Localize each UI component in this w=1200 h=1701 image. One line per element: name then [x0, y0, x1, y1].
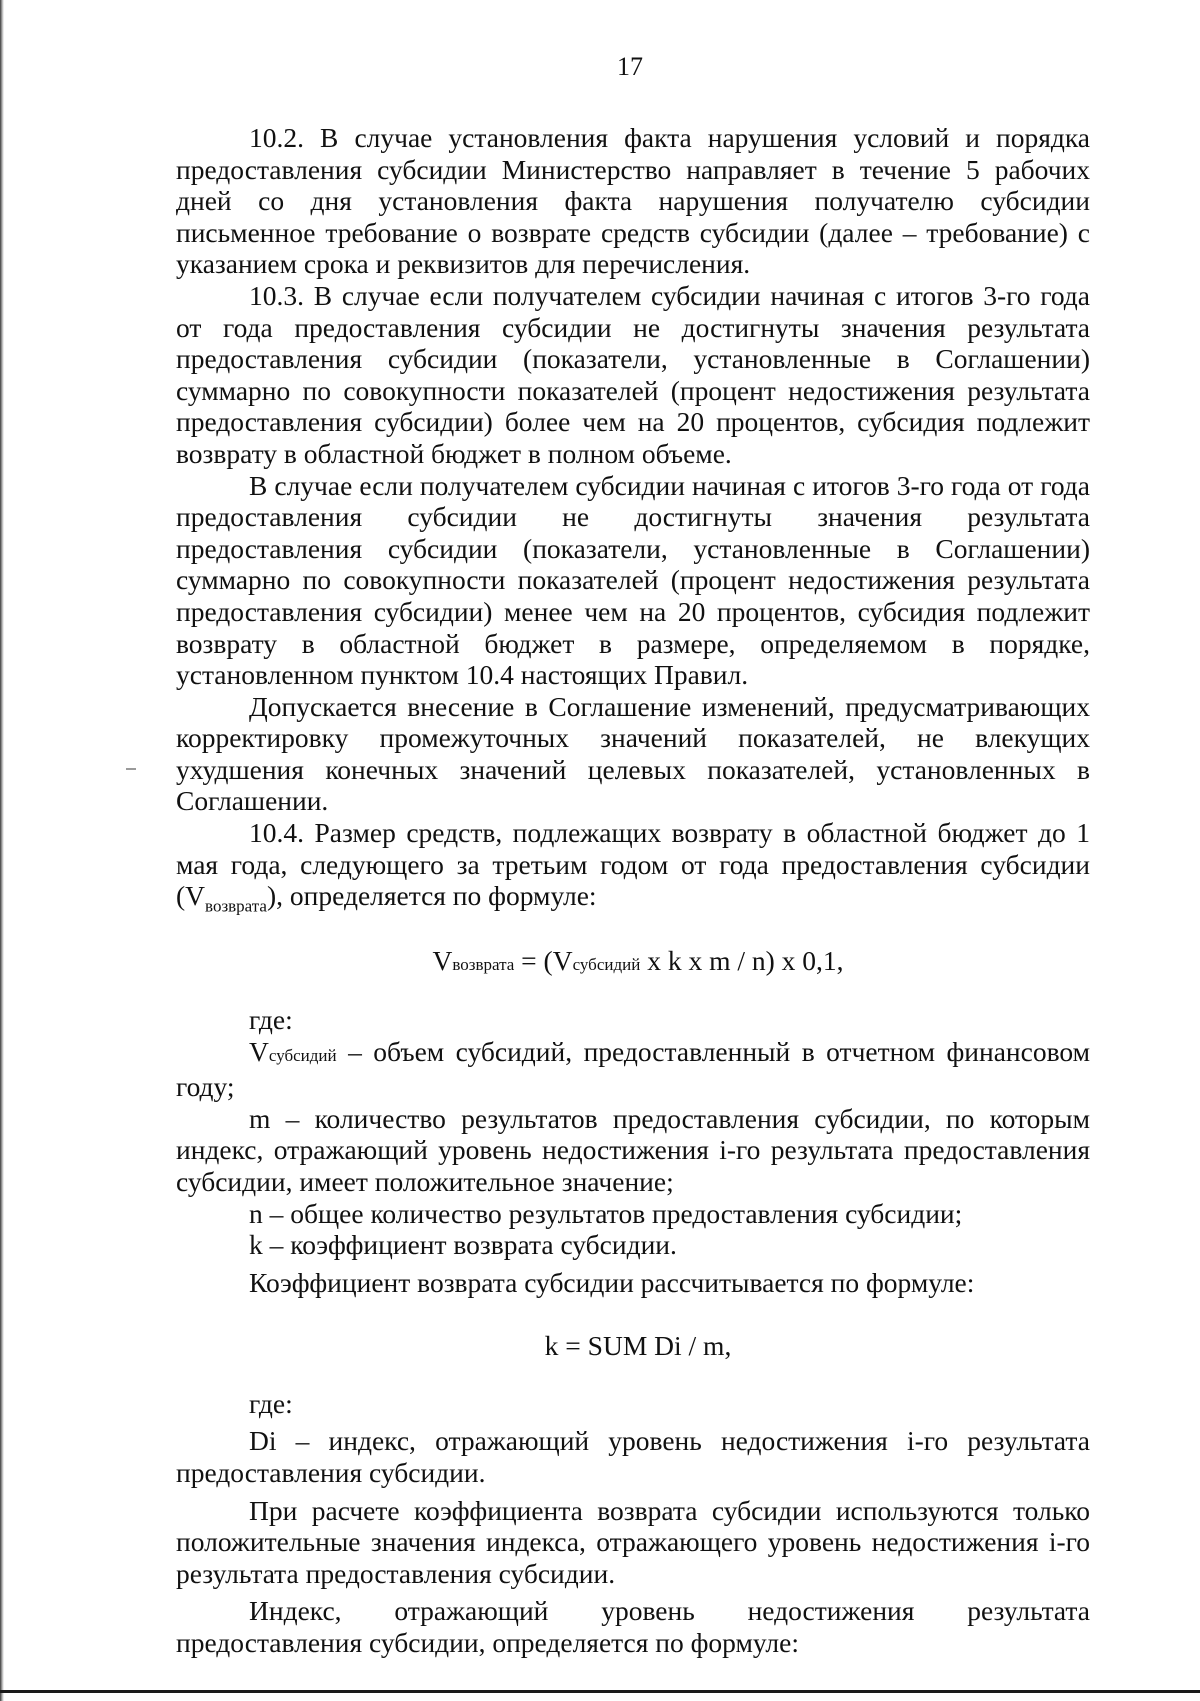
subscript-vozvrata: возврата [205, 896, 267, 916]
formula-v-vozvrata [176, 945, 1090, 981]
definition-v: V [249, 1035, 269, 1067]
where-label-2: где: [249, 1387, 293, 1419]
definition-n: n – общее количество результатов предоставления субсидии; [249, 1197, 963, 1229]
definition-sub-subsidiy: субсидий [268, 1045, 337, 1065]
formula-k: k = SUM Di / m, [544, 1330, 732, 1362]
paragraph-index: Индекс, отражающий уровень недостижения результата предоставления субсидии, определяется по формуле: [176, 1595, 1090, 1659]
paragraph-10-4-end: ), определяется по формуле: [266, 880, 597, 912]
definition-m: m – количество результатов предоставления субсидии, по которым индекс, отражающий уровень недостижения i-го результата предоставления субсидии, имеет положительное значение; [176, 1102, 1090, 1197]
paragraph-amendments: Допускается внесение в Соглашение изменений, предусматривающих корректировку промежуточных значений показателей, не влекущих ухудшения конечных значений целевых показателей, установленных в Соглашении. [176, 690, 1090, 817]
where-label: где: [249, 1003, 293, 1035]
formula-mid: = (V [514, 945, 573, 977]
paragraph-partial-return: В случае если получателем субсидии начиная с итогов 3-го года от года предоставления субсидии не достигнуты значения результата предоставления субсидии (показатели, установленные в Соглашении) суммарно по совокупности показателей (процент недостижения результата предоставления субсидии) менее чем на 20 процентов, субсидия подлежит возврату в областной бюджет в размере, определяемом в порядке, установленном пунктом 10.4 настоящих Правил. [176, 469, 1090, 691]
formula-sub-subsidiy: субсидий [572, 955, 641, 975]
definition-v-subsidiy [176, 1036, 1090, 1103]
scan-mark [126, 768, 136, 770]
formula-rest: x k x m / n) x 0,1, [640, 945, 844, 977]
definition-v-text: – объем субсидий, предоставленный в отчетном финансовом году; [176, 1035, 1090, 1103]
paragraph-10-4 [176, 817, 1090, 922]
definition-k: k – коэффициент возврата субсидии. [249, 1229, 677, 1261]
formula-sub-vozvrata: возврата [452, 955, 515, 975]
paragraph-10-4-text: 10.4. Размер средств, подлежащих возврату в областной бюджет до 1 мая года, следующего за третьим годом от года предоставления субсидии (V [176, 817, 1090, 912]
document-body [176, 122, 1090, 1659]
k-formula-intro: Коэффициент возврата субсидии рассчитывается по формуле: [249, 1266, 975, 1298]
formula-v: V [432, 945, 453, 977]
paragraph-10-3: 10.3. В случае если получателем субсидии начиная с итогов 3-го года от года предоставления субсидии не достигнуты значения результата предоставления субсидии (показатели, установленные в Соглашении) суммарно по совокупности показателей (процент недостижения результата предоставления субсидии) более чем на 20 процентов, субсидия подлежит возврату в областной бюджет в полном объеме. [176, 279, 1090, 469]
scan-bottom-line [0, 1690, 1200, 1693]
scan-left-edge [0, 0, 4, 1701]
page-number: 17 [617, 52, 643, 81]
definition-di: Di – индекс, отражающий уровень недостижения i-го результата предоставления субсидии. [176, 1425, 1090, 1489]
paragraph-10-2: 10.2. В случае установления факта нарушения условий и порядка предоставления субсидии Министерство направляет в течение 5 рабочих дней со дня установления факта нарушения получателю субсидии письменное требование о возврате средств субсидии (далее – требование) с указанием срока и реквизитов для перечисления. [176, 122, 1090, 280]
paragraph-calculation: При расчете коэффициента возврата субсидии используются только положительные значения индекса, отражающего уровень недостижения i-го результата предоставления субсидии. [176, 1494, 1090, 1589]
